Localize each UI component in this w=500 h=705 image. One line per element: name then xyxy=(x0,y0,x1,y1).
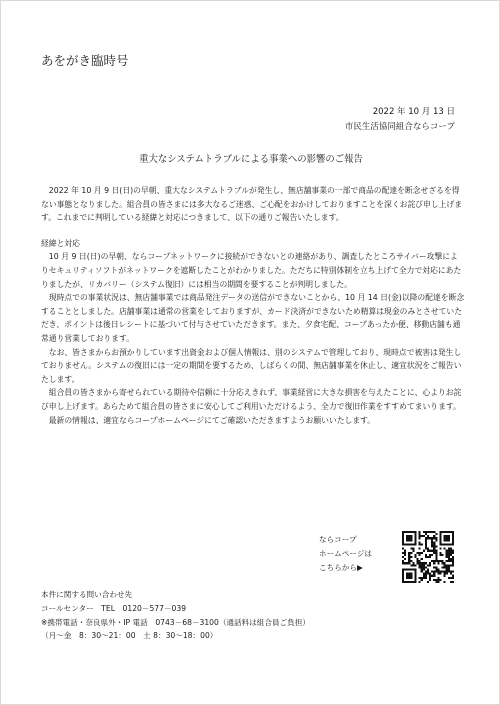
contact-block xyxy=(41,588,310,643)
homepage-link-label: ならコープ ホームページは こちらから▶ xyxy=(319,535,373,572)
body-paragraph: 組合員の皆さまから寄せられている期待や信頼に十分応えきれず、事業経営に大きな損害を与えたことに、心よりお詫び申し上げます。あらためて組合員の皆さまに安心してご利用いただけるよう、全力で復旧作業をすすめてまいります。 xyxy=(41,388,462,411)
intro-paragraph: 2022 年 10 月 9 日(日)の早朝、重大なシステムトラブルが発生し、無店舗事業の一部で商品の配達を断念せざるを得ない事態となりました。組合員の皆さまには多大なるご迷惑、ご心配をおかけしておりますことを深くお詫び申し上げます。これまでに判明している経緯と対応につきまして、以下の通りご報告いたします。 xyxy=(41,186,463,223)
issue-date: 2022 年 10 月 13 日 xyxy=(372,107,455,117)
call-center-line: コールセンター TEL 0120－577－039 xyxy=(41,603,187,613)
business-hours-line: （月～金 8：30～21：00 土 8：30～18：00） xyxy=(41,631,218,641)
contact-heading: 本件に関する問い合わせ先 xyxy=(41,590,133,599)
mobile-phone-line: ※携帯電話・奈良県外・IP 電話 0743－68－3100（通話料は組合員ご負担） xyxy=(41,617,310,627)
notice-headline: 重大なシステムトラブルによる事業への影響のご報告 xyxy=(139,154,363,165)
section-heading: 経緯と対応 xyxy=(41,238,80,248)
issuer-block xyxy=(345,105,455,135)
body-paragraph: なお、皆さまからお預かりしています出資金および個人情報は、別のシステムで管理しており、現時点で被害は発生しておりません。システムの復旧には一定の期間を要するため、しばらくの間、無店舗事業を休止し、適宜状況をご報告いたします。 xyxy=(41,347,462,384)
issuer-organization: 市民生活協同組合ならコープ xyxy=(344,122,455,132)
body-paragraph: 10 月 9 日(日)の早朝、ならコープネットワークに接続ができないとの連絡があり、調査したところサイバー攻撃によりセキュリティソフトがネットワークを遮断したことがわかりました。ただちに特別体制を立ち上げて全力で対応にあたりましたが、リカバリー（システム復旧）には相当の期間を要することが判明しました。 xyxy=(41,252,462,289)
newsletter-title: あをがき臨時号 xyxy=(41,53,129,68)
notice-body xyxy=(41,184,465,427)
homepage-qr-code-icon[interactable] xyxy=(402,531,454,583)
body-paragraph: 現時点での事業状況は、無店舗事業では商品発注データの送信ができないことから、10 月 14 日(金)以降の配達を断念することとしました。店舗事業は通常の営業をしておりますが、カード決済ができないため精算は現金のみとさせていただき、ポイントは後日レシートに基づいて付与させていただきます。また、夕食宅配、コープあったか便、移動店舗も通常通り営業しております。 xyxy=(41,293,465,343)
body-paragraph: 最新の情報は、適宜ならコープホームページにてご確認いただきますようお願いいたします。 xyxy=(48,415,376,425)
